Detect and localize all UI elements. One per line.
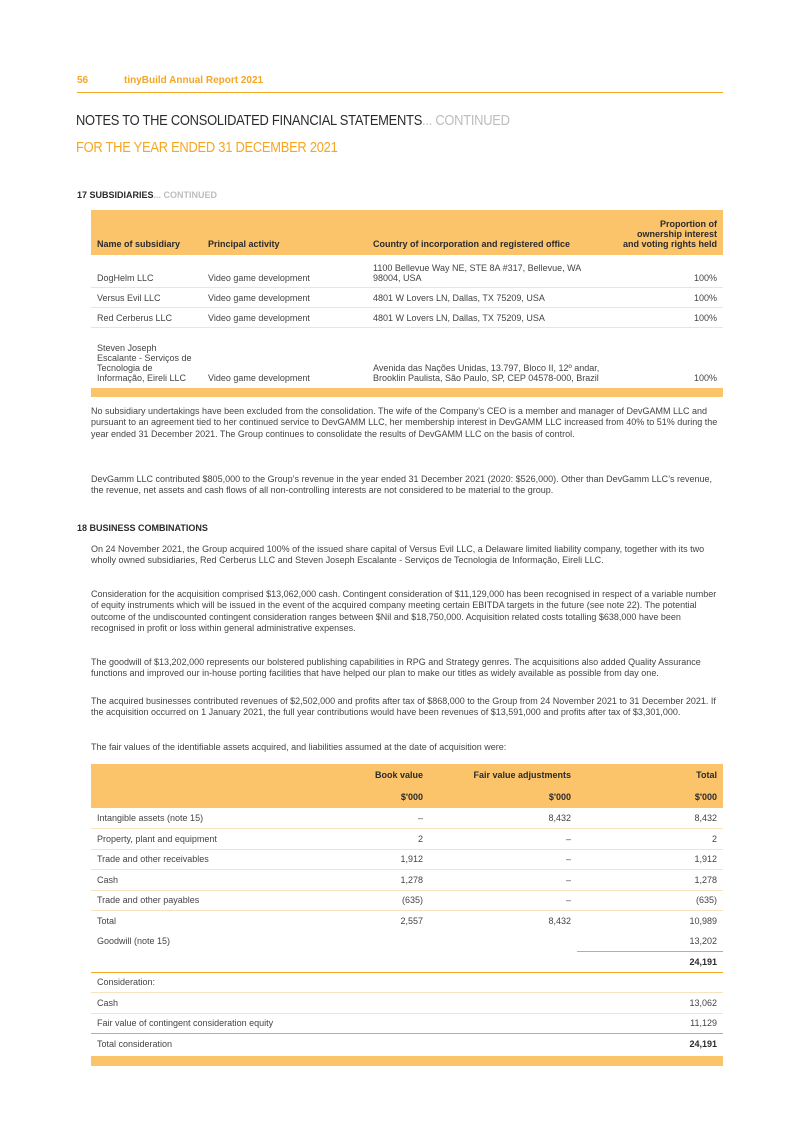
table-row: Trade and other payables (635) – (635) [91, 890, 723, 911]
paragraph: On 24 November 2021, the Group acquired 100% of the issued share capital of Versus Evil LLC, a Delaware limited liability company, together with its two wholly owned subsidiaries, Red Cerberus LLC and Steven Joseph Escalante - Serviços de Tecnologia de Informação, Eireli LLC. [91, 544, 705, 566]
paragraph: The fair values of the identifiable assets acquired, and liabilities assumed at the date of acquisition were: [91, 742, 507, 752]
page-header [77, 75, 723, 93]
report-title: tinyBuild Annual Report 2021 [124, 75, 264, 86]
table-row: Versus Evil LLC Video game development 4801 W Lovers LN, Dallas, TX 75209, USA 100% [91, 287, 723, 307]
section-18-heading: 18 BUSINESS COMBINATIONS [77, 523, 208, 533]
page-number: 56 [77, 75, 89, 86]
table-row: Red Cerberus LLC Video game development 4801 W Lovers LN, Dallas, TX 75209, USA 100% [91, 307, 723, 327]
subsidiaries-table [91, 210, 723, 387]
unit-label: $'000 [429, 786, 577, 808]
table-row-goodwill: Goodwill (note 15) 13,202 [97, 936, 717, 947]
table-row: Steven Joseph Escalante - Serviços de Tecnologia de Informação, Eireli LLC Video game development Avenida das Nações Unidas, 13.797, Bloco II, 12º andar, Brooklin Paulista, São Paulo, SP, CEP 04578-000, Brazil 100% [97, 343, 717, 383]
paragraph: DevGamm LLC contributed $805,000 to the Group’s revenue in the year ended 31 December 2021 (2020: $526,000). Other than DevGamm LLC’s revenue, the revenue, net assets and cash flows of all non-controlling interests are not considered to be material to the group. [91, 474, 713, 496]
paragraph: The acquired businesses contributed revenues of $2,502,000 and profits after tax of $868,000 to the Group from 24 November 2021 to 31 December 2021. If the acquisition occurred on 1 January 2021, the full year contributions would have been revenues of $13,591,000 and profits after tax of $3,301,000. [91, 696, 716, 718]
table-row-subtotal: 24,191 [91, 952, 723, 973]
continued-label: ... CONTINUED [422, 112, 510, 129]
table-row: Trade and other receivables 1,912 – 1,912 [91, 849, 723, 870]
column-header: Total [577, 764, 723, 786]
fair-value-units-row [91, 786, 723, 808]
unit-label: $'000 [357, 786, 429, 808]
table-footer-band [91, 388, 723, 397]
table-row: Cash 1,278 – 1,278 [91, 870, 723, 891]
column-header: Book value [357, 764, 429, 786]
page-title: NOTES TO THE CONSOLIDATED FINANCIAL STATEMENTS... CONTINUED [76, 112, 510, 129]
subsidiaries-header-row [91, 210, 723, 255]
table-row: Fair value of contingent consideration equity 11,129 [91, 1013, 723, 1034]
table-footer-band [91, 1056, 723, 1066]
table-row: Intangible assets (note 15) – 8,432 8,432 [91, 808, 723, 829]
table-row-consideration-heading: Consideration: [91, 972, 723, 993]
paragraph: No subsidiary undertakings have been excluded from the consolidation. The wife of the Company’s CEO is a member and manager of DevGAMM LLC and pursuant to an agreement tied to her continued service to DevGAMM LLC, her membership interest in DevGAMM LLC increased from 40% to 51% during the year ended 31 December 2021. The Group continues to consolidate the results of DevGAMM LLC on the basis of control. [91, 406, 718, 439]
paragraph: Consideration for the acquisition comprised $13,062,000 cash. Contingent consideration of $11,129,000 has been recognised in respect of a variable number of equity instruments which will be issued in the event of the acquired company meeting certain EBITDA targets in the future (see note 22). The potential outcome of the undiscounted contingent consideration ranges between $Nil and $18,750,000. Acquisition related costs totalling $638,000 have been recognised in profit or loss within general administrative expenses. [91, 589, 717, 633]
column-header: Fair value adjustments [429, 764, 577, 786]
paragraph: The goodwill of $13,202,000 represents our bolstered publishing capabilities in RPG and Strategy genres. The acquisitions also added Quality Assurance functions and improved our in-house porting facilities that have helped our plan to make our titles as widely available as possible from day one. [91, 657, 701, 679]
table-row-total-consideration: Total consideration 24,191 [97, 1039, 717, 1049]
column-header: Proportion of ownership interest and voting rights held [613, 210, 723, 255]
table-row: DogHelm LLC Video game development 1100 Bellevue Way NE, STE 8A #317, Bellevue, WA 98004, USA 100% [91, 255, 723, 287]
table-row-total: Total 2,557 8,432 10,989 [97, 916, 717, 926]
section-17-heading: 17 SUBSIDIARIES... CONTINUED [77, 190, 218, 200]
unit-label: $'000 [577, 786, 723, 808]
table-row: Property, plant and equipment 2 – 2 [91, 829, 723, 850]
column-header: Country of incorporation and registered office [367, 210, 613, 255]
fair-value-table [91, 764, 723, 1054]
column-header: Principal activity [202, 210, 367, 255]
page-subtitle: FOR THE YEAR ENDED 31 DECEMBER 2021 [76, 139, 338, 156]
column-header: Name of subsidiary [91, 210, 202, 255]
fair-value-header-row [91, 764, 723, 786]
table-row: Cash 13,062 [91, 993, 723, 1014]
